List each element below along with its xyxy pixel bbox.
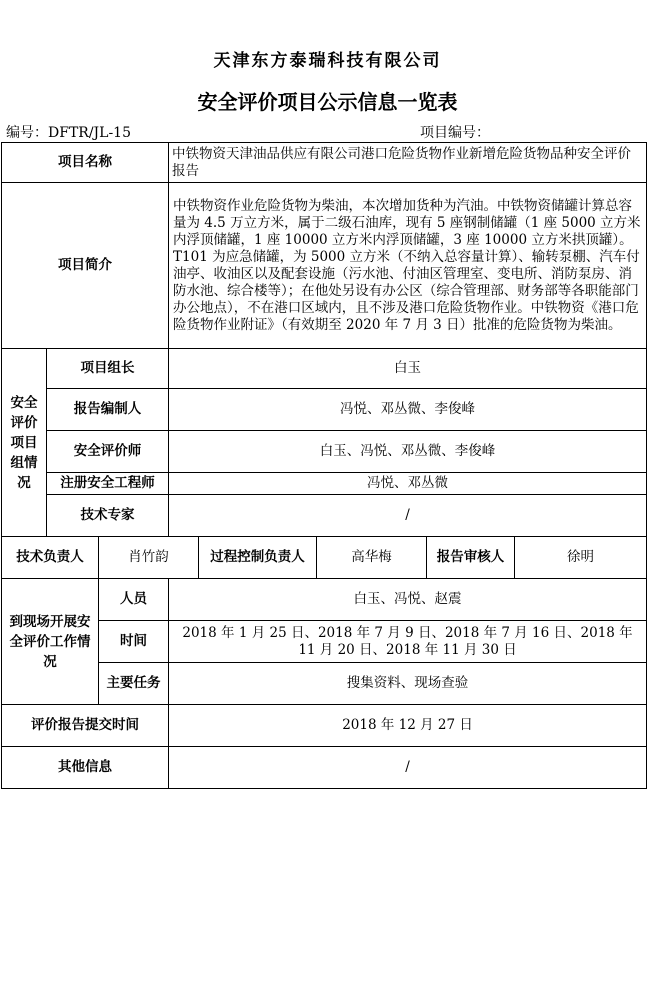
project-number-label: 项目编号： (420, 125, 490, 141)
project-summary-label: 项目简介 (2, 183, 169, 349)
site-group-label: 到现场开展安全评价工作情况 (2, 579, 99, 705)
project-name-value: 中铁物资天津油品供应有限公司港口危险货物作业新增危险货物品种安全评价报告 (169, 143, 647, 183)
site-time-label: 时间 (99, 621, 169, 663)
row-team-leader (2, 349, 647, 389)
row-safety-engineer (2, 473, 647, 495)
team-leader-label: 项目组长 (47, 349, 169, 389)
process-control-value: 高华梅 (317, 537, 427, 579)
reviewer-value: 徐明 (515, 537, 647, 579)
row-submit-time (2, 705, 647, 747)
site-task-label: 主要任务 (99, 663, 169, 705)
row-project-name (2, 143, 647, 183)
site-time-value: 2018 年 1 月 25 日、2018 年 7 月 9 日、2018 年 7 月 16 日、2018 年 11 月 20 日、2018 年 11 月 30 日 (169, 621, 647, 663)
doc-number-label: 编号： (6, 125, 48, 141)
other-info-label: 其他信息 (2, 747, 169, 789)
tech-expert-label: 技术专家 (47, 495, 169, 537)
tech-expert-value: / (169, 495, 647, 537)
row-project-summary (2, 183, 647, 349)
safety-assessor-value: 白玉、冯悦、邓丛微、李俊峰 (169, 431, 647, 473)
safety-assessor-label: 安全评价师 (47, 431, 169, 473)
site-task-value: 搜集资料、现场查验 (169, 663, 647, 705)
report-author-label: 报告编制人 (47, 389, 169, 431)
submit-time-value: 2018 年 12 月 27 日 (169, 705, 647, 747)
doc-number-value: DFTR/JL-15 (48, 125, 131, 141)
tech-lead-value: 肖竹韵 (99, 537, 199, 579)
safety-engineer-value: 冯悦、邓丛微 (169, 473, 647, 495)
project-summary-value: 中铁物资作业危险货物为柴油，本次增加货种为汽油。中铁物资储罐计算总容量为 4.5 万立方米，属于二级石油库，现有 5 座钢制储罐（1 座 5000 立方米内浮顶储罐，1 座 10000 立方米内浮顶储罐，3 座 10000 立方米拱顶罐）。T101 为应急储罐，为 5000 立方米（不纳入总容量计算）、输转泵棚、汽车付油亭、收油区以及配套设施（污水池、付油区管理室、变电所、消防泵房、消防水池、综合楼等）；在他处另设有办公区（综合管理部、财务部等各职能部门办公地点），不在港口区域内，且不涉及港口危险货物作业。中铁物资《港口危险货物作业附证》（有效期至 2020 年 7 月 3 日）批准的危险货物为柴油。 (169, 183, 647, 349)
site-personnel-value: 白玉、冯悦、赵震 (169, 579, 647, 621)
row-other-info (2, 747, 647, 789)
other-info-value: / (169, 747, 647, 789)
company-name: 天津东方泰瑞科技有限公司 (213, 51, 442, 71)
project-name-label: 项目名称 (2, 143, 169, 183)
safety-engineer-label: 注册安全工程师 (47, 473, 169, 495)
submit-time-label: 评价报告提交时间 (2, 705, 169, 747)
row-safety-assessor (2, 431, 647, 473)
project-number (420, 122, 490, 142)
tech-lead-label: 技术负责人 (2, 537, 99, 579)
report-author-value: 冯悦、邓丛微、李俊峰 (169, 389, 647, 431)
site-personnel-label: 人员 (99, 579, 169, 621)
doc-number (6, 122, 131, 142)
info-table (1, 142, 647, 789)
reviewer-label: 报告审核人 (427, 537, 515, 579)
row-tech-expert (2, 495, 647, 537)
document-title: 安全评价项目公示信息一览表 (197, 90, 458, 114)
row-site-task (2, 663, 647, 705)
row-site-personnel (2, 579, 647, 621)
row-report-author (2, 389, 647, 431)
process-control-label: 过程控制负责人 (199, 537, 317, 579)
row-responsible (2, 537, 647, 579)
team-group-label: 安全评价项目组情况 (2, 349, 47, 537)
team-leader-value: 白玉 (169, 349, 647, 389)
row-site-time (2, 621, 647, 663)
